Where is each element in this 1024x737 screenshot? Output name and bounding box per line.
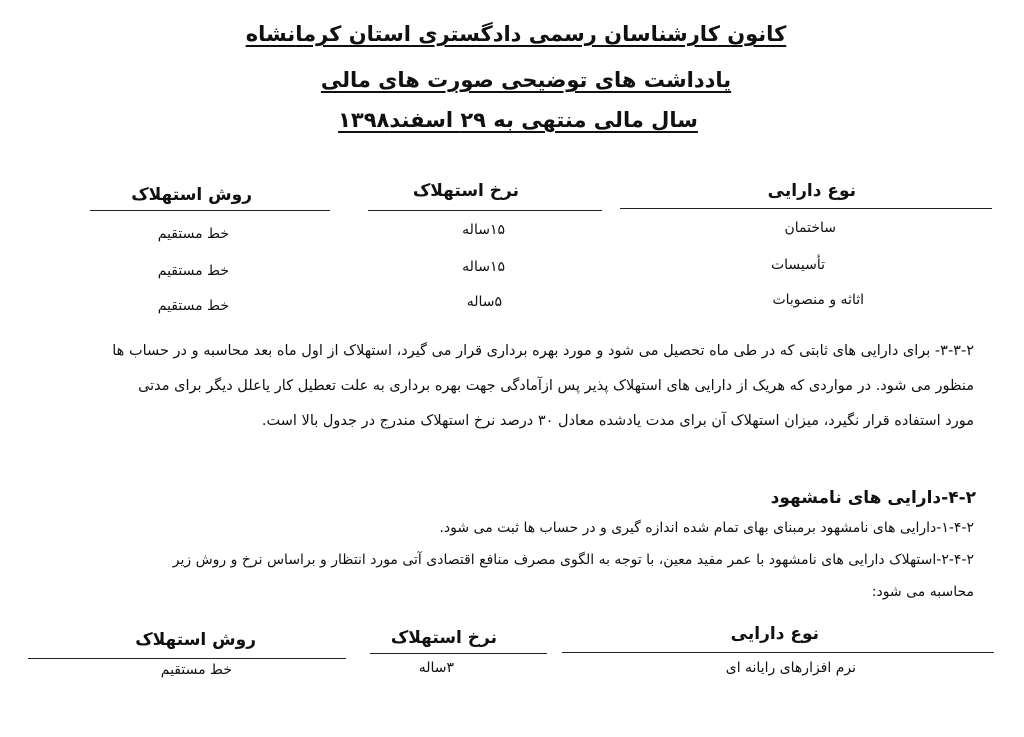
fiscal-period: سال مالی منتهی به ۲۹ اسفند۱۳۹۸ [338,108,698,132]
header-rule-asset-type [620,208,992,209]
cell-method: خط مستقیم [157,298,229,314]
cell-rate: ۳ساله [418,660,454,676]
header-rule-asset-type [562,652,994,653]
organization-title: کانون کارشناسان رسمی دادگستری استان کرمانشاه [245,22,787,46]
column-header-asset-type: نوع دارایی [730,624,819,644]
paragraph-line: مورد استفاده قرار نگیرد، میزان استهلاک آن برای مدت یادشده معادل ۳۰ درصد نرخ استهلاک مندرج در جدول بالا است. [261,413,974,429]
paragraph-line: ۳-۳-۲- برای دارایی های ثابتی که در طی ماه تحصیل می شود و مورد بهره برداری قرار می گیرد، استهلاک از اول ماه بعد محاسبه و در حساب ها [112,343,974,359]
cell-asset-type: اثاثه و منصوبات [772,292,864,308]
cell-rate: ۵ساله [466,294,502,310]
column-header-method: روش استهلاک [135,630,256,650]
cell-asset-type: نرم افزارهای رایانه ای [725,660,856,676]
column-header-asset-type: نوع دارایی [767,181,856,201]
document-subtitle: یادداشت های توضیحی صورت های مالی [320,68,732,92]
note-2-4-2-line-1: ۲-۴-۲-استهلاک دارایی های نامشهود با عمر مفید معین، با توجه به الگوی مصرف منافع اقتصادی آتی مورد انتظار و براساس نرخ و روش زیر [172,552,974,568]
header-rule-method [90,210,330,211]
cell-rate: ۱۵ساله [462,222,505,238]
cell-asset-type: ساختمان [784,220,836,236]
section-title-intangible-assets: ۴-۲-دارایی های نامشهود [770,488,976,508]
header-rule-rate [370,653,547,654]
note-2-4-1: ۱-۴-۲-دارایی های نامشهود برمبنای بهای تمام شده اندازه گیری و در حساب ها ثبت می شود. [439,520,974,536]
header-rule-method [28,658,346,659]
paragraph-line: منظور می شود. در مواردی که هریک از دارایی های استهلاک پذیر پس ازآمادگی جهت بهره برداری به علت تعطیل کار یاعلل دیگر برای مدتی [138,378,974,394]
cell-rate: ۱۵ساله [462,259,505,275]
cell-asset-type: تأسیسات [770,257,825,273]
cell-method: خط مستقیم [157,263,229,279]
header-rule-rate [368,210,602,211]
column-header-method: روش استهلاک [131,185,252,205]
column-header-rate: نرخ استهلاک [390,628,497,648]
note-2-4-2-line-2: محاسبه می شود: [871,584,974,600]
cell-method: خط مستقیم [160,662,232,678]
cell-method: خط مستقیم [157,226,229,242]
column-header-rate: نرخ استهلاک [412,181,519,201]
